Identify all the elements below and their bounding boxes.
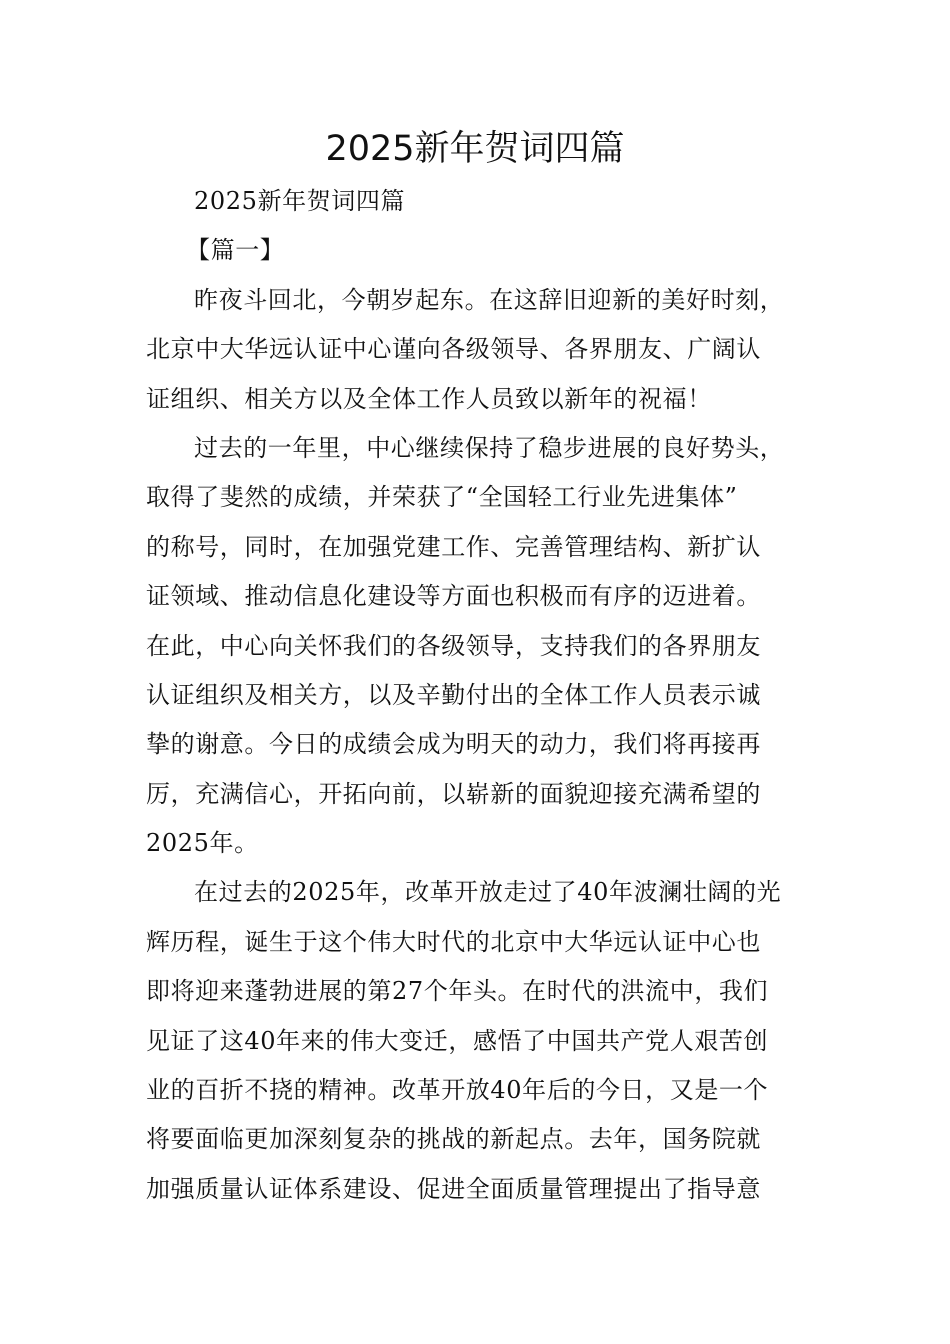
paragraph-line: 厉，充满信心，开拓向前，以崭新的面貌迎接充满希望的 [146, 779, 761, 808]
document-title: 2025新年贺词四篇 [325, 129, 625, 169]
document-body [146, 177, 814, 1214]
paragraph-line: 挚的谢意。今日的成绩会成为明天的动力，我们将再接再 [146, 730, 761, 759]
subtitle-line: 2025新年贺词四篇 [194, 187, 406, 215]
paragraph-line: 业的百折不挠的精神。改革开放40年后的今日，又是一个 [146, 1076, 769, 1105]
section-heading: 【篇一】 [186, 236, 285, 265]
paragraph-line: 昨夜斗回北，今朝岁起东。在这辞旧迎新的美好时刻， [194, 285, 785, 314]
paragraph-line: 见证了这40年来的伟大变迁，感悟了中国共产党人艰苦创 [146, 1026, 769, 1055]
paragraph-line: 证领域、推动信息化建设等方面也积极而有序的迈进着。 [146, 582, 761, 611]
paragraph-line: 认证组织及相关方，以及辛勤付出的全体工作人员表示诚 [146, 680, 761, 709]
paragraph-line: 证组织、相关方以及全体工作人员致以新年的祝福！ [146, 384, 712, 413]
paragraph-line: 在过去的2025年，改革开放走过了40年波澜壮阔的光 [194, 878, 782, 907]
paragraph-line: 过去的一年里，中心继续保持了稳步进展的良好势头， [194, 433, 785, 462]
paragraph-line: 加强质量认证体系建设、促进全面质量管理提出了指导意 [146, 1174, 761, 1203]
paragraph-line: 取得了斐然的成绩，并荣获了“全国轻工行业先进集体” [146, 483, 738, 512]
paragraph-line: 在此，中心向关怀我们的各级领导，支持我们的各界朋友 [146, 631, 761, 660]
paragraph-line: 2025年。 [146, 829, 259, 858]
paragraph-line: 将要面临更加深刻复杂的挑战的新起点。去年，国务院就 [146, 1125, 761, 1154]
paragraph-line: 北京中大华远认证中心谨向各级领导、各界朋友、广阔认 [146, 335, 761, 364]
paragraph-line: 辉历程，诞生于这个伟大时代的北京中大华远认证中心也 [146, 927, 761, 956]
paragraph-line: 的称号，同时，在加强党建工作、完善管理结构、新扩认 [146, 532, 761, 561]
paragraph-line: 即将迎来蓬勃进展的第27个年头。在时代的洪流中，我们 [146, 977, 769, 1006]
